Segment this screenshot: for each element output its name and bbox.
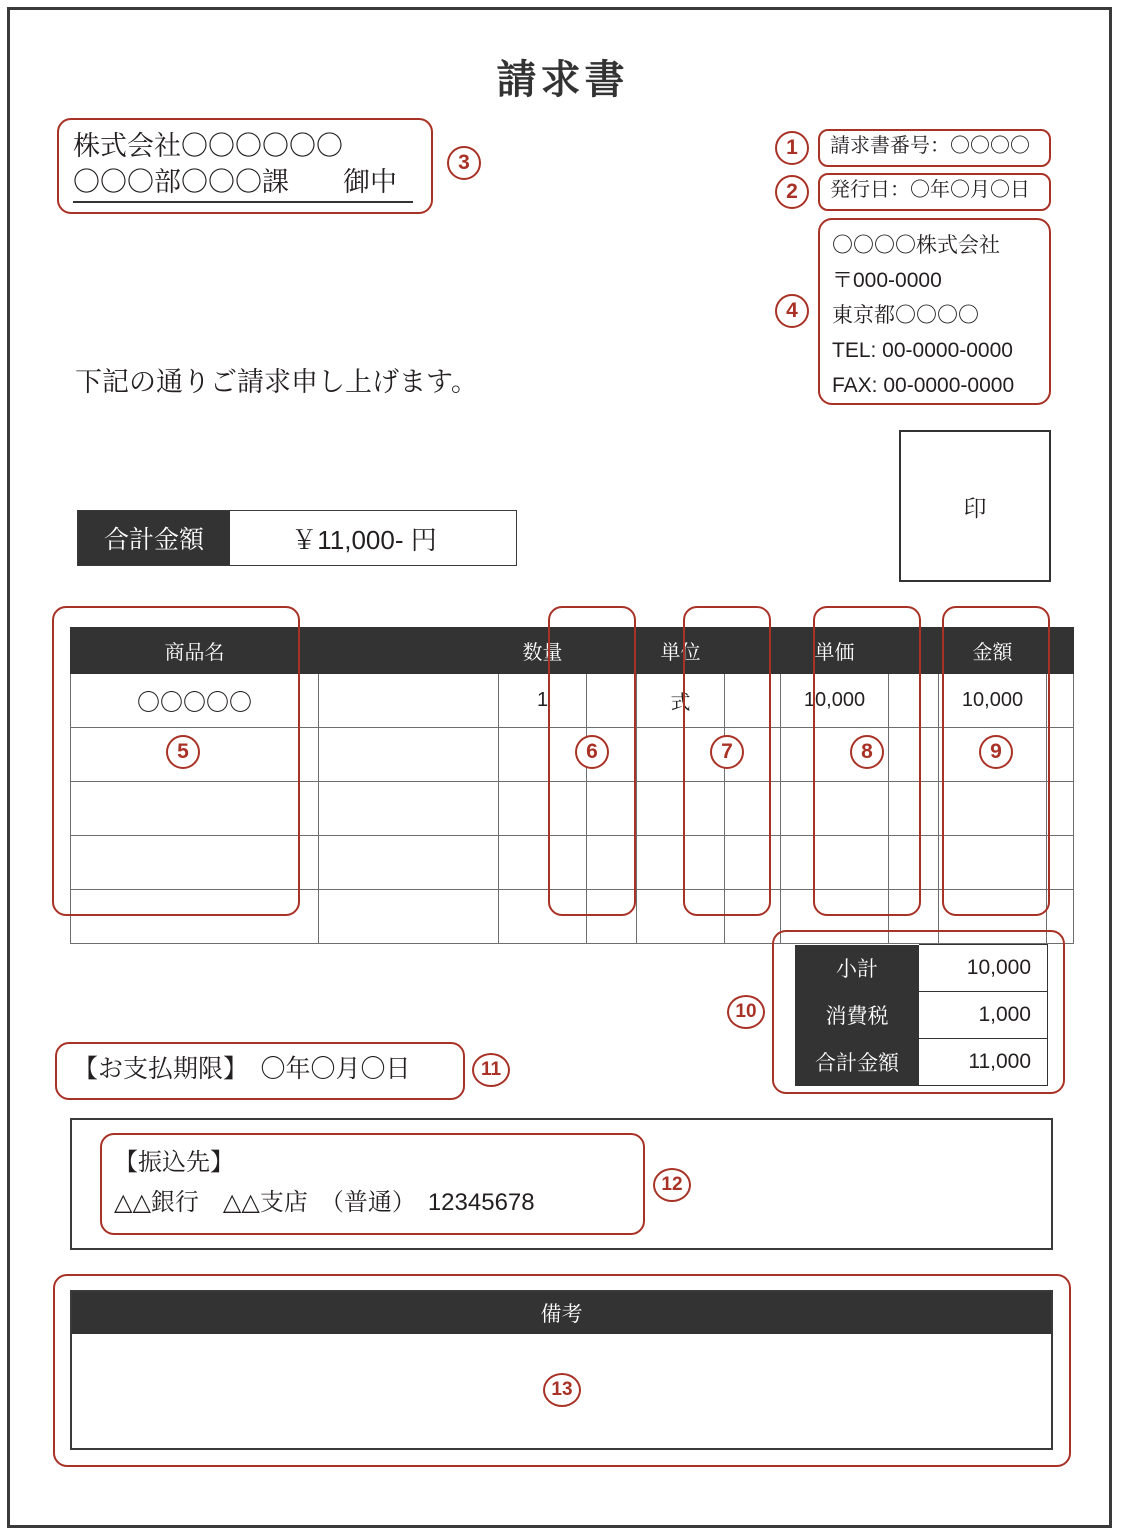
cell-gap2[interactable] xyxy=(725,782,781,836)
subtotal-value: 10,000 xyxy=(919,945,1048,992)
cell-amount[interactable]: 10,000 xyxy=(939,674,1047,728)
cell-amount[interactable] xyxy=(939,836,1047,890)
sender-address: 東京都〇〇〇〇 xyxy=(832,304,979,327)
cell-name[interactable] xyxy=(71,836,319,890)
annotation-number-1: 1 xyxy=(775,131,809,165)
tax-label: 消費税 xyxy=(795,992,919,1039)
cell-quantity[interactable] xyxy=(499,890,587,944)
cell-unit-price[interactable]: 10,000 xyxy=(781,674,889,728)
recipient-block xyxy=(57,118,433,214)
sender-fax: FAX: 00-0000-0000 xyxy=(832,374,1015,397)
totals-table xyxy=(795,944,1048,1086)
bank-heading: 【振込先】 xyxy=(114,1149,234,1176)
items-table-header-row xyxy=(71,628,1074,674)
column-header-quantity: 数量 xyxy=(499,628,587,674)
cell-gap4[interactable] xyxy=(1047,782,1074,836)
cell-amount[interactable] xyxy=(939,890,1047,944)
cell-gap4[interactable] xyxy=(1047,728,1074,782)
cell-unit-price[interactable] xyxy=(781,782,889,836)
cell-amount[interactable] xyxy=(939,782,1047,836)
grand-total-label: 合計金額 xyxy=(78,511,230,565)
cell-gap2[interactable] xyxy=(725,890,781,944)
cell-blank[interactable] xyxy=(319,782,499,836)
cell-quantity[interactable] xyxy=(499,836,587,890)
annotation-number-12: 12 xyxy=(653,1168,691,1202)
column-header-unit: 単位 xyxy=(637,628,725,674)
cell-unit[interactable] xyxy=(637,890,725,944)
remarks-table xyxy=(70,1290,1053,1450)
cell-quantity[interactable]: 1 xyxy=(499,674,587,728)
column-header-gap1 xyxy=(587,628,637,674)
column-header-gap2 xyxy=(725,628,781,674)
sender-postal-code: 〒000-0000 xyxy=(832,269,942,292)
cell-blank[interactable] xyxy=(319,728,499,782)
table-row[interactable] xyxy=(71,728,1074,782)
cell-quantity[interactable] xyxy=(499,728,587,782)
column-header-unit-price: 単価 xyxy=(781,628,889,674)
greeting-text: 下記の通りご請求申し上げます。 xyxy=(75,367,478,397)
totals-row-subtotal xyxy=(795,945,1048,992)
items-table xyxy=(70,627,1074,944)
total-value: 11,000 xyxy=(919,1039,1048,1086)
totals-row-tax xyxy=(795,992,1048,1039)
cell-unit-price[interactable] xyxy=(781,836,889,890)
bank-detail: △△銀行 △△支店 （普通） 12345678 xyxy=(114,1189,535,1216)
column-header-name: 商品名 xyxy=(71,628,319,674)
column-header-amount: 金額 xyxy=(939,628,1047,674)
annotation-number-7: 7 xyxy=(710,735,744,769)
cell-blank[interactable] xyxy=(319,836,499,890)
remarks-header: 備考 xyxy=(72,1292,1051,1334)
cell-unit[interactable] xyxy=(637,782,725,836)
cell-gap3[interactable] xyxy=(889,836,939,890)
cell-gap2[interactable] xyxy=(725,674,781,728)
cell-gap4[interactable] xyxy=(1047,890,1074,944)
cell-unit[interactable] xyxy=(637,836,725,890)
table-row[interactable] xyxy=(71,836,1074,890)
annotation-number-5: 5 xyxy=(166,735,200,769)
subtotal-label: 小計 xyxy=(795,945,919,992)
recipient-department: 〇〇〇部〇〇〇課 御中 xyxy=(73,164,413,203)
recipient-company: 株式会社〇〇〇〇〇〇 xyxy=(73,131,343,161)
seal-label: 印 xyxy=(963,494,987,521)
cell-gap4[interactable] xyxy=(1047,674,1074,728)
annotation-number-10: 10 xyxy=(727,995,765,1029)
total-label: 合計金額 xyxy=(795,1039,919,1086)
cell-gap3[interactable] xyxy=(889,674,939,728)
annotation-number-6: 6 xyxy=(575,735,609,769)
cell-blank[interactable] xyxy=(319,674,499,728)
annotation-number-3: 3 xyxy=(447,146,481,180)
page-title: 請求書 xyxy=(496,58,629,102)
cell-gap3[interactable] xyxy=(889,890,939,944)
cell-quantity[interactable] xyxy=(499,782,587,836)
table-row[interactable] xyxy=(71,782,1074,836)
cell-gap4[interactable] xyxy=(1047,836,1074,890)
invoice-number-field: 請求書番号：〇〇〇〇 xyxy=(830,135,1030,157)
payment-due-text: 【お支払期限】 〇年〇月〇日 xyxy=(73,1055,411,1083)
totals-row-total xyxy=(795,1039,1048,1086)
tax-value: 1,000 xyxy=(919,992,1048,1039)
table-row[interactable] xyxy=(71,890,1074,944)
cell-unit[interactable]: 式 xyxy=(637,674,725,728)
cell-gap2[interactable] xyxy=(725,836,781,890)
table-row[interactable] xyxy=(71,674,1074,728)
sender-info-block xyxy=(818,218,1051,405)
grand-total-bar xyxy=(77,510,517,566)
cell-name[interactable] xyxy=(71,782,319,836)
cell-gap1[interactable] xyxy=(587,674,637,728)
column-header-gap4 xyxy=(1047,628,1074,674)
annotation-number-4: 4 xyxy=(775,294,809,328)
cell-unit-price[interactable] xyxy=(781,890,889,944)
annotation-number-2: 2 xyxy=(775,175,809,209)
cell-name[interactable] xyxy=(71,890,319,944)
cell-blank[interactable] xyxy=(319,890,499,944)
seal-box xyxy=(899,430,1051,582)
bank-transfer-block xyxy=(100,1133,645,1235)
annotation-number-9: 9 xyxy=(979,735,1013,769)
grand-total-value: ￥11,000- 円 xyxy=(230,511,516,565)
cell-gap3[interactable] xyxy=(889,782,939,836)
cell-gap1[interactable] xyxy=(587,836,637,890)
cell-gap1[interactable] xyxy=(587,890,637,944)
sender-company: 〇〇〇〇株式会社 xyxy=(832,234,1000,257)
cell-gap1[interactable] xyxy=(587,782,637,836)
sender-tel: TEL: 00-0000-0000 xyxy=(832,339,1013,362)
annotation-number-8: 8 xyxy=(850,735,884,769)
column-header-blank xyxy=(319,628,499,674)
issue-date-field: 発行日：〇年〇月〇日 xyxy=(830,179,1030,201)
cell-name[interactable]: 〇〇〇〇〇 xyxy=(71,674,319,728)
annotation-number-13: 13 xyxy=(543,1373,581,1407)
column-header-gap3 xyxy=(889,628,939,674)
cell-gap3[interactable] xyxy=(889,728,939,782)
annotation-number-11: 11 xyxy=(472,1053,510,1087)
